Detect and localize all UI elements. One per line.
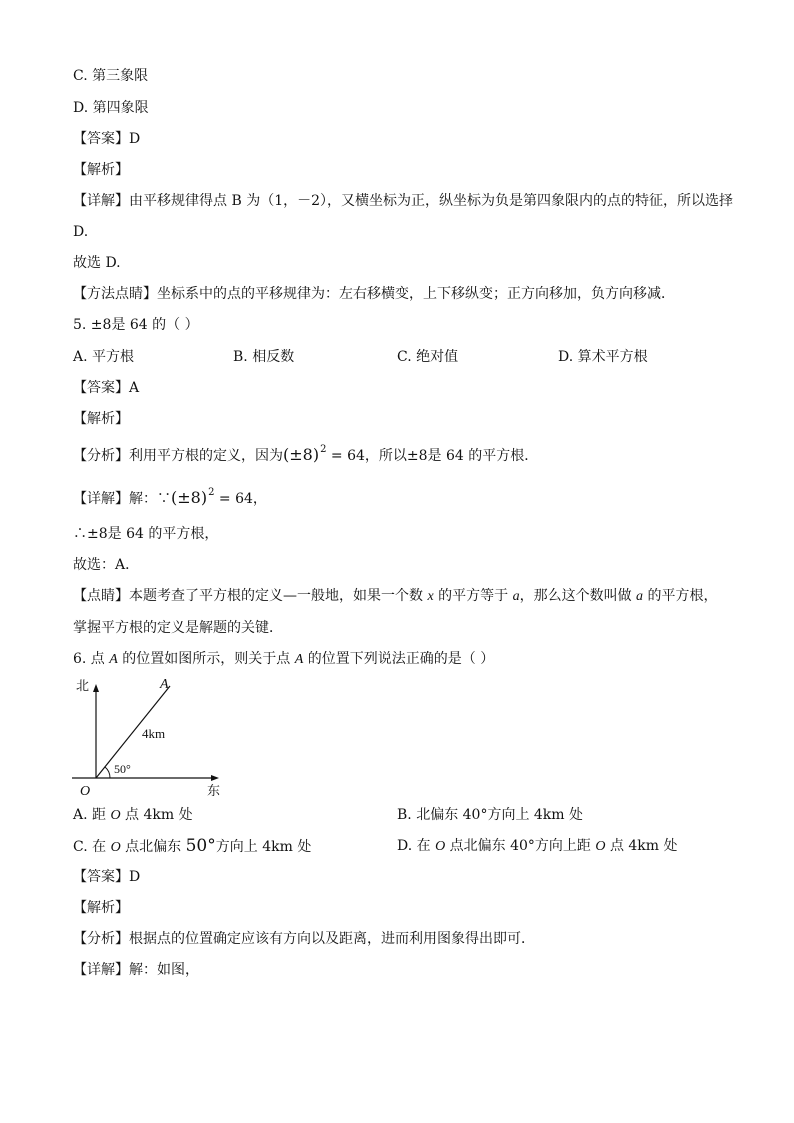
q4-choice: 故选 D. xyxy=(73,255,121,271)
angle-arc xyxy=(105,767,110,778)
q6-answer xyxy=(73,868,140,886)
stem-post: 的位置下列说法正确的是（ ） xyxy=(303,651,495,667)
opt-d-o: O xyxy=(435,839,446,854)
stem-mid: 的位置如图所示，则关于点 xyxy=(117,651,295,667)
detail-text: 由平移规律得点 B 为（1，－2），又横坐标为正，纵坐标为负是第四象限内的点的特征，所以选择 xyxy=(129,193,734,209)
q5-option-a: A. 平方根 xyxy=(73,349,135,365)
q4-option-d: D. 第四象限 xyxy=(73,100,149,116)
point-post: 的平方根， xyxy=(643,588,718,604)
detail-post: ， xyxy=(252,491,267,507)
origin-label: O xyxy=(80,784,91,799)
opt-c-post: 方向上 4km 处 xyxy=(215,839,312,855)
q5-analysis-tag: 【解析】 xyxy=(73,411,129,427)
opt-a-post: 点 4km 处 xyxy=(120,807,193,823)
fenxi-tag: 【分析】 xyxy=(73,448,129,464)
east-label: 东 xyxy=(207,784,221,799)
q6-stem xyxy=(73,650,494,669)
method-text: 坐标系中的点的平移规律为：左右移横变，上下移纵变；正方向移加，负方向移减． xyxy=(157,286,675,302)
q5-option-c: C. 绝对值 xyxy=(397,349,459,365)
q5-therefore: ∴±8是 64 的平方根， xyxy=(73,526,219,542)
direction-diagram xyxy=(70,672,230,802)
point-mid: 的平方等于 xyxy=(433,588,513,604)
opt-a-o: O xyxy=(110,808,121,823)
detail-expr: (±8) xyxy=(171,488,208,507)
fenxi-pre: 利用平方根的定义，因为 xyxy=(129,448,283,464)
fenxi-eq: = 64 xyxy=(326,448,365,464)
opt-d-o2: O xyxy=(595,839,606,854)
fenxi-text: 根据点的位置确定应该有方向以及距离，进而利用图象得出即可． xyxy=(129,931,535,947)
q5-point-cont: 掌握平方根的定义是解题的关键． xyxy=(73,620,283,636)
point-mid2: ，那么这个数叫做 xyxy=(519,588,637,604)
opt-c-o: O xyxy=(110,840,121,855)
method-tag: 【方法点睛】 xyxy=(73,286,157,302)
detail-text: 解：如图， xyxy=(129,962,199,978)
stem-pre: 6. 点 xyxy=(73,651,110,667)
q4-analysis-tag: 【解析】 xyxy=(73,162,129,178)
q6-fenxi xyxy=(73,930,535,948)
q5-point xyxy=(73,587,717,606)
fenxi-exponent: 2 xyxy=(320,444,327,455)
point-pre: 本题考查了平方根的定义—一般地，如果一个数 xyxy=(129,588,428,604)
opt-d-pre: D. 在 xyxy=(397,838,436,854)
opt-d-post: 点 4km 处 xyxy=(605,838,678,854)
detail-pre: 解：∵ xyxy=(129,491,171,507)
q6-option-b: B. 北偏东 40°方向上 4km 处 xyxy=(397,807,584,823)
fenxi-expr: (±8) xyxy=(283,445,320,464)
q4-detail-cont: D. xyxy=(73,224,89,240)
opt-a-pre: A. 距 xyxy=(73,807,111,823)
answer-tag: 【答案】 xyxy=(73,131,129,147)
detail-exponent: 2 xyxy=(208,487,215,498)
distance-label: 4km xyxy=(142,726,166,741)
opt-c-mid: 点北偏东 xyxy=(120,839,186,855)
point-a: a xyxy=(512,589,520,604)
q6-option-c xyxy=(73,837,311,857)
point-a2: a xyxy=(636,589,644,604)
q5-choice: 故选：A． xyxy=(73,557,140,573)
detail-tag: 【详解】 xyxy=(73,193,129,209)
answer-value: D xyxy=(129,869,141,885)
answer-value: D xyxy=(129,131,141,147)
opt-d-mid: 点北偏东 40°方向上距 xyxy=(445,838,596,854)
fenxi-post: ，所以±8是 64 的平方根． xyxy=(364,448,539,464)
q5-stem: 5. ±8是 64 的（ ） xyxy=(73,317,199,333)
q5-answer xyxy=(73,379,139,397)
q4-option-c: C. 第三象限 xyxy=(73,68,149,84)
angle-label: 50° xyxy=(114,762,131,776)
q6-analysis-tag: 【解析】 xyxy=(73,900,129,916)
q5-detail xyxy=(73,489,267,510)
answer-value: A xyxy=(129,380,140,396)
east-arrowhead xyxy=(211,775,219,781)
q5-option-b: B. 相反数 xyxy=(233,349,295,365)
north-arrowhead xyxy=(93,684,99,692)
q5-fenxi xyxy=(73,446,538,467)
stem-point-a: A xyxy=(109,652,118,667)
fenxi-tag: 【分析】 xyxy=(73,931,129,947)
answer-tag: 【答案】 xyxy=(73,869,129,885)
stem-point-a2: A xyxy=(294,652,304,667)
q4-answer xyxy=(73,130,140,148)
point-x: x xyxy=(427,589,434,604)
q5-option-d: D. 算术平方根 xyxy=(558,349,648,365)
q6-option-d xyxy=(397,837,678,856)
point-tag: 【点睛】 xyxy=(73,588,129,604)
opt-c-pre: C. 在 xyxy=(73,839,111,855)
opt-c-angle: 50° xyxy=(185,836,216,856)
north-label: 北 xyxy=(76,679,90,694)
q4-detail xyxy=(73,192,733,210)
q4-method xyxy=(73,285,675,303)
answer-tag: 【答案】 xyxy=(73,380,129,396)
q6-option-a xyxy=(73,806,193,825)
detail-tag: 【详解】 xyxy=(73,491,129,507)
detail-eq: = 64 xyxy=(214,491,253,507)
point-a-label: A xyxy=(160,677,169,692)
q6-detail xyxy=(73,961,199,979)
detail-tag: 【详解】 xyxy=(73,962,129,978)
